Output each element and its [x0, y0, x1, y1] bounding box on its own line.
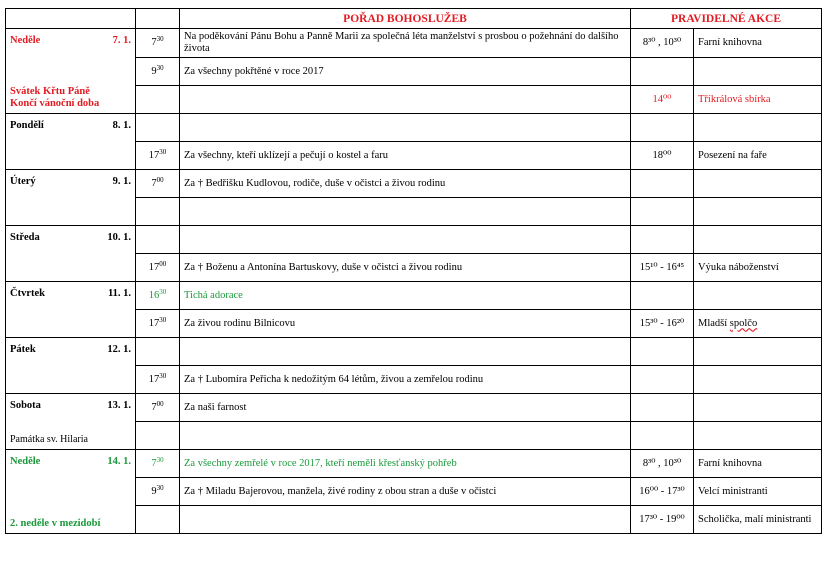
service-minute: 30	[159, 287, 167, 296]
day-name: Úterý	[10, 176, 36, 187]
activity-time: 15¹⁰ - 16⁴⁵	[631, 254, 694, 282]
schedule-row	[6, 338, 822, 366]
activity-name	[694, 394, 822, 422]
service-hour: 16	[148, 289, 160, 301]
service-time	[136, 366, 180, 394]
mass-intention: Za † Boženu a Antonína Bartuskovy, duše v očistci a živou rodinu	[180, 254, 631, 282]
day-note	[10, 434, 88, 446]
mass-intention	[180, 198, 631, 226]
schedule-row	[6, 282, 822, 310]
activity-name	[694, 170, 822, 198]
service-hour: 7	[151, 37, 157, 48]
service-time	[136, 450, 180, 478]
mass-intention: Za živou rodinu Bilnicovu	[180, 310, 631, 338]
day-name: Neděle	[10, 35, 41, 46]
service-time	[136, 198, 180, 226]
activity-name: Mladší spolčo	[694, 310, 822, 338]
mass-intention	[180, 338, 631, 366]
day-date: 8. 1.	[112, 120, 131, 131]
day-cell	[6, 394, 136, 450]
activity-time	[631, 170, 694, 198]
mass-intention	[180, 226, 631, 254]
activity-time	[631, 422, 694, 450]
activity-time	[631, 198, 694, 226]
activities-heading: PRAVIDELNÉ AKCE	[631, 9, 822, 29]
service-time	[136, 506, 180, 534]
mass-intention: Za † Miladu Bajerovou, manžela, živé rodiny z obou stran a duše v očistci	[180, 478, 631, 506]
schedule-table	[5, 8, 822, 534]
day-date: 13. 1.	[107, 400, 131, 411]
service-time	[136, 114, 180, 142]
day-name: Pátek	[10, 344, 36, 355]
service-time	[136, 338, 180, 366]
service-minute: 30	[159, 147, 167, 156]
service-minute: 30	[159, 371, 167, 380]
day-cell	[6, 282, 136, 338]
mass-intention: Za všechny zemřelé v roce 2017, kteří neměli křesťanský pohřeb	[180, 450, 631, 478]
service-minute: 30	[156, 35, 164, 43]
service-time	[136, 422, 180, 450]
activity-time	[631, 282, 694, 310]
service-hour: 7	[151, 401, 157, 413]
service-time	[136, 29, 180, 58]
activity-name	[694, 226, 822, 254]
header-blank-time	[136, 9, 180, 29]
day-cell	[6, 29, 136, 114]
activity-time: 17³⁰ - 19⁰⁰	[631, 506, 694, 534]
day-name: Pondělí	[10, 120, 44, 131]
mass-intention: Za † Bedřišku Kudlovou, rodiče, duše v očistci a živou rodinu	[180, 170, 631, 198]
service-hour: 17	[148, 261, 160, 273]
day-note	[10, 86, 99, 110]
activity-time	[631, 338, 694, 366]
activity-name	[694, 366, 822, 394]
activity-time	[631, 58, 694, 86]
mass-intention	[180, 422, 631, 450]
mass-intention	[180, 114, 631, 142]
activity-name	[694, 198, 822, 226]
activity-time	[631, 394, 694, 422]
activity-name	[694, 282, 822, 310]
day-date: 9. 1.	[112, 176, 131, 187]
day-cell	[6, 114, 136, 170]
activity-name	[694, 114, 822, 142]
day-name: Čtvrtek	[10, 288, 45, 299]
activity-name: Scholička, malí ministranti	[694, 506, 822, 534]
mass-intention: Za naši farnost	[180, 394, 631, 422]
service-time	[136, 142, 180, 170]
mass-intention: Za všechny pokřtěné v roce 2017	[180, 58, 631, 86]
activity-time: 16⁰⁰ - 17³⁰	[631, 478, 694, 506]
activity-time: 8³⁰ , 10³⁰	[631, 450, 694, 478]
header-row	[6, 9, 822, 29]
activity-time: 15³⁰ - 16²⁰	[631, 310, 694, 338]
service-hour: 17	[148, 149, 160, 161]
day-name: Neděle	[10, 456, 41, 467]
activity-name: Velcí ministranti	[694, 478, 822, 506]
day-name: Sobota	[10, 400, 41, 411]
header-blank-day	[6, 9, 136, 29]
service-hour: 17	[148, 373, 160, 385]
service-minute: 30	[159, 315, 167, 324]
activity-time: 8³⁰ , 10³⁰	[631, 29, 694, 58]
mass-intention: Za † Lubomíra Peřicha k nedožitým 64 létům, živou a zemřelou rodinu	[180, 366, 631, 394]
service-hour: 9	[151, 65, 157, 77]
day-date: 7. 1.	[112, 35, 131, 46]
day-date: 10. 1.	[107, 232, 131, 243]
day-cell	[6, 226, 136, 282]
day-name: Středa	[10, 232, 40, 243]
activity-name: Tříkrálová sbírka	[694, 86, 822, 114]
service-minute: 00	[156, 399, 164, 408]
day-cell	[6, 338, 136, 394]
service-time	[136, 226, 180, 254]
service-time	[136, 282, 180, 310]
service-hour: 7	[151, 457, 157, 469]
day-note-line: Památka sv. Hilaria	[10, 434, 88, 445]
schedule-row	[6, 29, 822, 58]
service-minute: 00	[159, 259, 167, 268]
service-minute: 30	[156, 483, 164, 492]
service-minute: 00	[156, 175, 164, 184]
activity-time	[631, 226, 694, 254]
activity-name: Farní knihovna	[694, 450, 822, 478]
activity-name	[694, 58, 822, 86]
service-time	[136, 310, 180, 338]
spellcheck-underline: spolčo	[729, 317, 758, 329]
service-hour: 9	[151, 485, 157, 497]
schedule-row	[6, 170, 822, 198]
service-time	[136, 86, 180, 114]
schedule-row	[6, 226, 822, 254]
activity-time: 14⁰⁰	[631, 86, 694, 114]
schedule-row	[6, 450, 822, 478]
day-note-line: Končí vánoční doba	[10, 98, 100, 109]
day-date: 11. 1.	[107, 288, 131, 299]
activity-time	[631, 114, 694, 142]
activity-time	[631, 366, 694, 394]
mass-intention	[180, 506, 631, 534]
schedule-row	[6, 394, 822, 422]
service-time	[136, 58, 180, 86]
activity-name: Posezení na faře	[694, 142, 822, 170]
service-time	[136, 478, 180, 506]
service-time	[136, 170, 180, 198]
service-minute: 30	[156, 63, 164, 72]
service-time	[136, 254, 180, 282]
day-note-line: Svátek Křtu Páně	[10, 86, 90, 97]
day-cell	[6, 450, 136, 534]
activity-name: Farní knihovna	[694, 29, 822, 58]
service-hour: 7	[151, 177, 157, 189]
day-date: 14. 1.	[107, 456, 131, 467]
service-minute: 30	[156, 455, 164, 464]
service-time	[136, 394, 180, 422]
day-note	[10, 518, 100, 530]
activity-time: 18⁰⁰	[631, 142, 694, 170]
mass-intention: Tichá adorace	[180, 282, 631, 310]
day-cell	[6, 170, 136, 226]
day-note-line: 2. neděle v mezidobí	[10, 518, 101, 529]
activity-name: Výuka náboženství	[694, 254, 822, 282]
mass-intention: Za všechny, kteří uklízejí a pečují o kostel a faru	[180, 142, 631, 170]
activity-name	[694, 338, 822, 366]
service-hour: 17	[148, 317, 160, 329]
schedule-row	[6, 114, 822, 142]
day-date: 12. 1.	[107, 344, 131, 355]
activity-name	[694, 422, 822, 450]
mass-intention	[180, 86, 631, 114]
services-heading: POŘAD BOHOSLUŽEB	[180, 9, 631, 29]
mass-intention: Na poděkování Pánu Bohu a Panně Marii za společná léta manželství s prosbou o požehnání do dalšího života	[180, 29, 631, 58]
